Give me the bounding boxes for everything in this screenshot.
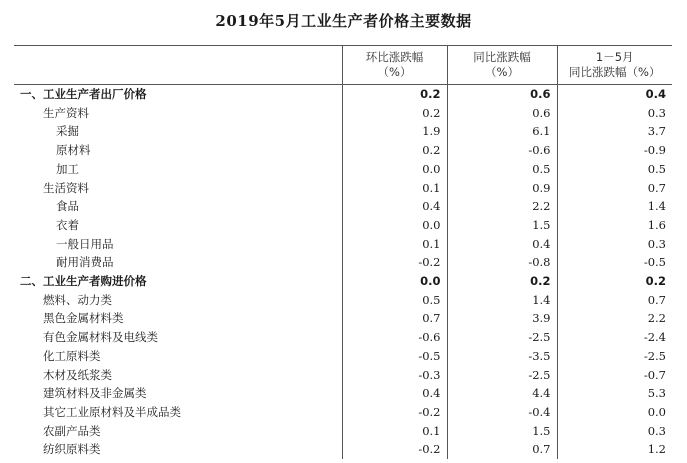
cell-mom: -0.6 (342, 328, 447, 347)
header-ytd (557, 46, 672, 85)
row-label: 一般日用品 (14, 235, 342, 254)
cell-mom: -0.3 (342, 366, 447, 385)
row-label: 原材料 (14, 141, 342, 160)
header-yoy-line2: （%） (485, 65, 519, 79)
price-data-table (14, 45, 672, 459)
table-row (14, 366, 672, 385)
table-row (14, 422, 672, 441)
row-label: 采掘 (14, 122, 342, 141)
cell-mom: -0.2 (342, 253, 447, 272)
row-label: 生产资料 (14, 104, 342, 123)
cell-mom: 0.0 (342, 216, 447, 235)
cell-ytd: -2.5 (643, 348, 666, 363)
table-row (14, 122, 672, 141)
table-row (14, 440, 672, 459)
table-row (14, 141, 672, 160)
cell-mom: -0.2 (342, 440, 447, 459)
row-label: 化工原料类 (14, 347, 342, 366)
cell-ytd: -0.5 (643, 255, 666, 270)
cell-ytd: -0.9 (643, 143, 666, 158)
cell-mom: 0.2 (342, 85, 447, 104)
cell-mom: 1.9 (342, 122, 447, 141)
cell-mom: 0.1 (342, 422, 447, 441)
cell-mom: 0.5 (342, 291, 447, 310)
cell-ytd: 1.6 (647, 217, 666, 232)
cell-ytd: 0.7 (647, 292, 666, 307)
row-label: 其它工业原材料及半成品类 (14, 403, 342, 422)
cell-mom: -0.2 (342, 403, 447, 422)
row-label: 燃料、动力类 (14, 291, 342, 310)
cell-mom: 0.7 (342, 309, 447, 328)
cell-ytd: 5.3 (647, 386, 666, 401)
table-row (14, 197, 672, 216)
cell-yoy: -2.5 (447, 328, 557, 347)
row-label: 一、工业生产者出厂价格 (14, 85, 342, 104)
cell-ytd: 3.7 (647, 124, 666, 139)
table-row (14, 328, 672, 347)
cell-yoy: 0.6 (447, 85, 557, 104)
cell-ytd: -0.7 (643, 367, 666, 382)
row-label: 纺织原料类 (14, 440, 342, 459)
cell-ytd: -2.4 (643, 330, 666, 345)
header-blank (14, 46, 342, 85)
cell-yoy: -0.4 (447, 403, 557, 422)
row-label: 黑色金属材料类 (14, 309, 342, 328)
cell-yoy: 4.4 (447, 384, 557, 403)
row-label: 生活资料 (14, 179, 342, 198)
row-label: 衣着 (14, 216, 342, 235)
cell-yoy: 0.4 (447, 235, 557, 254)
table-row (14, 104, 672, 123)
table-row (14, 384, 672, 403)
header-ytd-line1: 1－5月 (595, 50, 634, 64)
cell-yoy: 2.2 (447, 197, 557, 216)
cell-yoy: 1.5 (447, 422, 557, 441)
cell-yoy: -3.5 (447, 347, 557, 366)
row-label: 食品 (14, 197, 342, 216)
cell-mom: 0.1 (342, 235, 447, 254)
cell-yoy: 6.1 (447, 122, 557, 141)
cell-yoy: -0.8 (447, 253, 557, 272)
cell-yoy: 0.6 (447, 104, 557, 123)
cell-mom: 0.4 (342, 384, 447, 403)
table-row (14, 235, 672, 254)
table-row (14, 272, 672, 291)
cell-yoy: -2.5 (447, 366, 557, 385)
cell-mom: -0.5 (342, 347, 447, 366)
row-label: 耐用消费品 (14, 253, 342, 272)
header-ytd-line2: 同比涨跌幅（%） (569, 65, 661, 79)
table-row (14, 253, 672, 272)
cell-ytd: 0.3 (647, 236, 666, 251)
cell-ytd: 0.4 (557, 85, 672, 104)
cell-ytd: 0.0 (647, 404, 666, 419)
table-row (14, 291, 672, 310)
table-row (14, 216, 672, 235)
row-label: 木材及纸浆类 (14, 366, 342, 385)
table-row (14, 347, 672, 366)
header-mom-line2: （%） (377, 65, 412, 79)
cell-mom: 0.0 (342, 160, 447, 179)
cell-ytd: 0.3 (647, 423, 666, 438)
cell-yoy: 3.9 (447, 309, 557, 328)
cell-ytd: 1.2 (647, 442, 666, 457)
header-mom (342, 46, 447, 85)
cell-yoy: 1.4 (447, 291, 557, 310)
cell-mom: 0.2 (342, 141, 447, 160)
row-label: 加工 (14, 160, 342, 179)
cell-ytd: 0.7 (647, 180, 666, 195)
cell-mom: 0.0 (342, 272, 447, 291)
table-row (14, 309, 672, 328)
row-label: 建筑材料及非金属类 (14, 384, 342, 403)
cell-yoy: -0.6 (447, 141, 557, 160)
table-row (14, 85, 672, 104)
cell-mom: 0.4 (342, 197, 447, 216)
table-row (14, 160, 672, 179)
row-label: 有色金属材料及电线类 (14, 328, 342, 347)
cell-ytd: 0.3 (647, 105, 666, 120)
table-row (14, 403, 672, 422)
row-label: 二、工业生产者购进价格 (14, 272, 342, 291)
table-header-row (14, 46, 672, 85)
row-label: 农副产品类 (14, 422, 342, 441)
header-yoy (447, 46, 557, 85)
cell-yoy: 0.2 (447, 272, 557, 291)
cell-ytd: 0.5 (647, 161, 666, 176)
cell-yoy: 1.5 (447, 216, 557, 235)
cell-mom: 0.1 (342, 179, 447, 198)
cell-yoy: 0.5 (447, 160, 557, 179)
cell-yoy: 0.7 (447, 440, 557, 459)
header-mom-line1: 环比涨跌幅 (365, 50, 424, 64)
page-title: 2019年5月工业生产者价格主要数据 (215, 12, 472, 30)
cell-mom: 0.2 (342, 104, 447, 123)
cell-ytd: 1.4 (647, 199, 666, 214)
cell-ytd: 2.2 (647, 311, 666, 326)
table-row (14, 179, 672, 198)
cell-ytd: 0.2 (645, 274, 666, 289)
header-yoy-line1: 同比涨跌幅 (473, 50, 531, 64)
cell-yoy: 0.9 (447, 179, 557, 198)
